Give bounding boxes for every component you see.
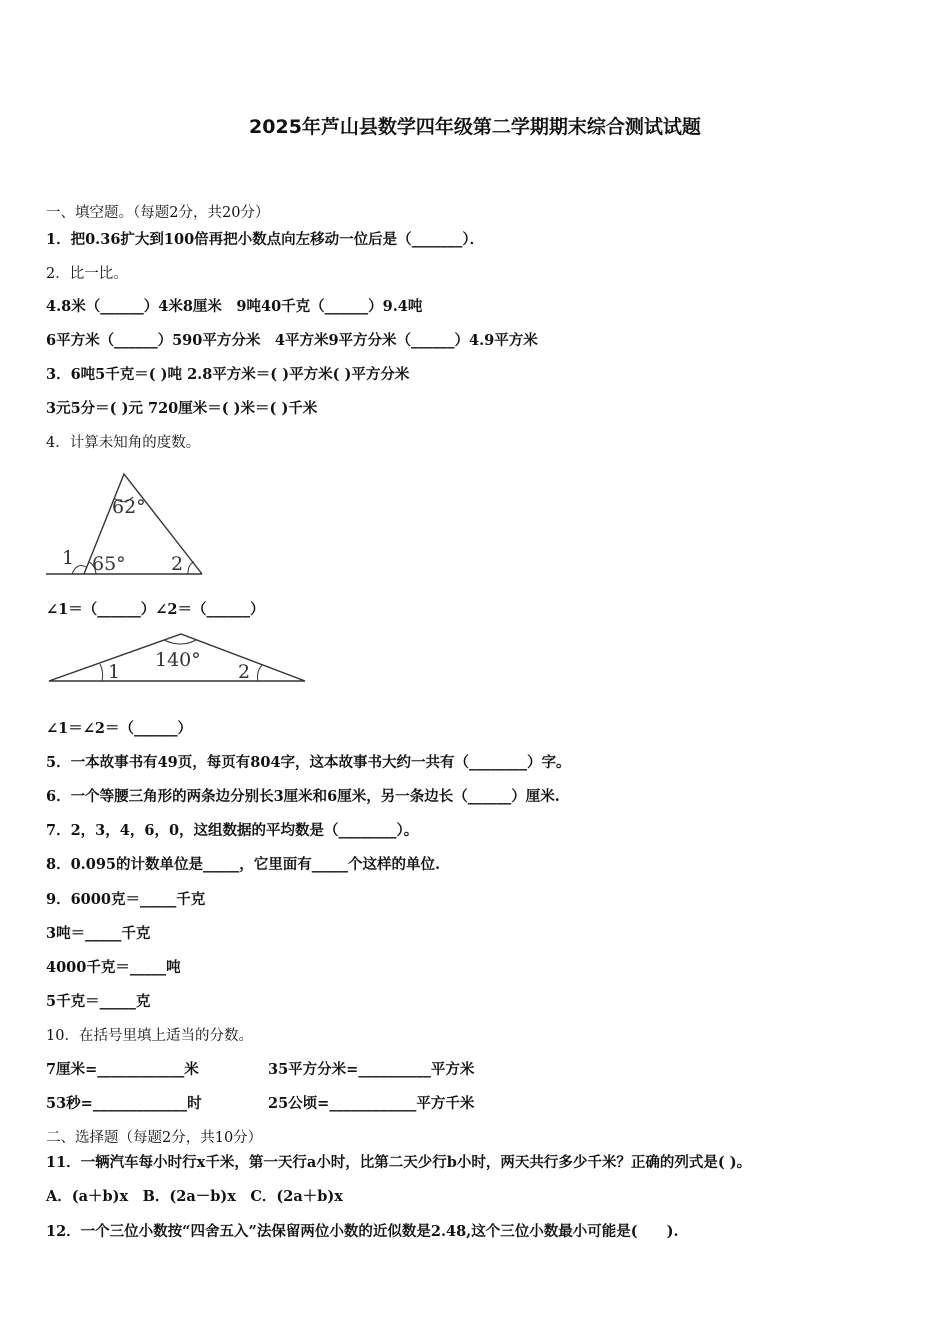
- question-4-answer-b: ∠1＝∠2＝（______）: [46, 720, 192, 737]
- question-2: 2．比一比。: [46, 266, 128, 282]
- question-9-b: 3吨＝_____千克: [46, 925, 151, 942]
- question-12: 12．一个三位小数按“四舍五入”法保留两位小数的近似数是2.48,这个三位小数最小可能是( ).: [46, 1223, 679, 1240]
- fig2-top-angle: 140°: [155, 649, 201, 671]
- question-10-a-2: 35平方分米=__________平方米: [268, 1061, 475, 1078]
- question-11-options: A．(a＋b)x B．(2a－b)x C．(2a＋b)x: [46, 1188, 343, 1205]
- question-2-row-a: 4.8米（______）4米8厘米 9吨40千克（______）9.4吨: [46, 298, 423, 315]
- fig2-label-2: 2: [238, 661, 251, 683]
- question-10-b-1: 53秒=_____________时: [46, 1095, 202, 1112]
- question-10: 10．在括号里填上适当的分数。: [46, 1028, 253, 1044]
- question-9-c: 4000千克＝_____吨: [46, 959, 181, 976]
- question-11: 11．一辆汽车每小时行x千米，第一天行a小时，比第二天少行b小时，两天共行多少千米？正确的列式是( )。: [46, 1154, 752, 1171]
- question-9-d: 5千克＝_____克: [46, 993, 151, 1010]
- question-8: 8．0.095的计数单位是_____，它里面有_____个这样的单位.: [46, 856, 441, 873]
- section-choice: 二、选择题（每题2分，共10分）: [46, 1130, 263, 1146]
- question-6: 6．一个等腰三角形的两条边分别长3厘米和6厘米，另一条边长（______）厘米.: [46, 788, 560, 805]
- question-5: 5．一本故事书有49页，每页有804字，这本故事书大约一共有（________）字。: [46, 754, 571, 771]
- question-3-row-b: 3元5分＝( )元 720厘米＝( )米＝( )千米: [46, 400, 318, 417]
- page-title: 2025年芦山县数学四年级第二学期期末综合测试试题: [249, 116, 701, 138]
- question-10-b-2: 25公顷=____________平方千米: [268, 1095, 475, 1112]
- question-4: 4．计算未知角的度数。: [46, 435, 201, 451]
- fig1-label-2: 2: [171, 553, 184, 575]
- question-9-a: 9．6000克＝_____千克: [46, 891, 206, 908]
- question-1: 1．把0.36扩大到100倍再把小数点向左移动一位后是（_______）．: [46, 231, 485, 248]
- section-fill-in: 一、填空题。（每题2分，共20分）: [46, 205, 270, 221]
- question-7: 7．2，3，4，6，0，这组数据的平均数是（________）。: [46, 822, 419, 839]
- question-2-row-b: 6平方米（______）590平方分米 4平方米9平方分米（______）4.9平方米: [46, 332, 538, 349]
- question-3-row-a: 3．6吨5千克＝( )吨 2.8平方米＝( )平方米( )平方分米: [46, 366, 410, 383]
- triangle-figure-1: [44, 466, 214, 582]
- fig2-label-1: 1: [108, 661, 121, 683]
- question-10-a-1: 7厘米=____________米: [46, 1061, 199, 1078]
- question-4-answer-a: ∠1＝（______）∠2＝（______）: [46, 601, 265, 618]
- fig1-left-angle: 65°: [92, 553, 126, 575]
- fig1-top-angle: 62°: [112, 496, 146, 518]
- fig1-label-1: 1: [62, 547, 75, 569]
- triangle-figure-2: [46, 628, 310, 688]
